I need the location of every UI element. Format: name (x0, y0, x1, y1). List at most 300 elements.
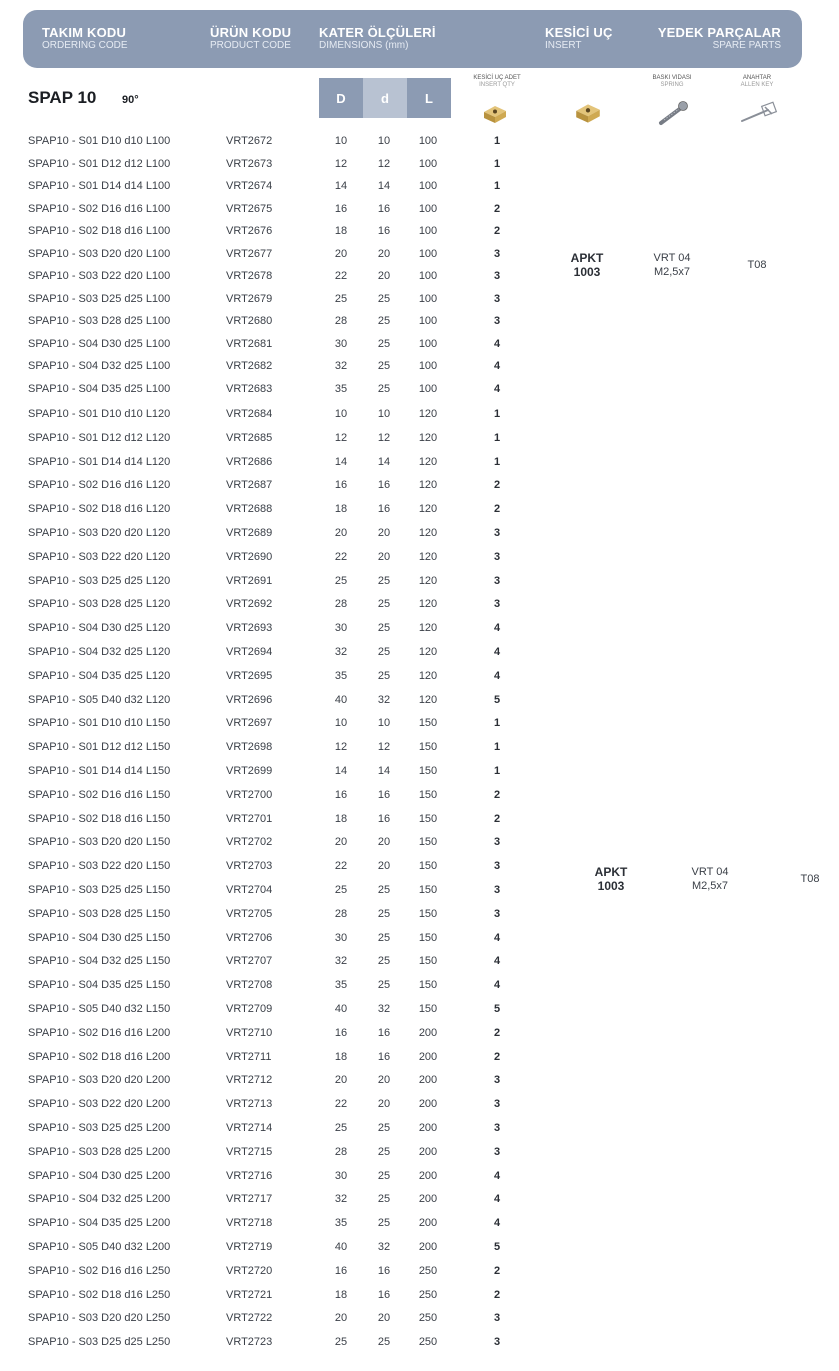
ordering-code-cell: SPAP10 - S03 D20 d20 L250 (28, 1312, 171, 1325)
header-spare-parts: YEDEK PARÇALAR SPARE PARTS (657, 25, 781, 51)
dim-d-cell: 25 (377, 360, 391, 372)
insert-qty-cell: 2 (493, 202, 501, 215)
dim-L-cell: 120 (418, 527, 438, 539)
ordering-code-cell: SPAP10 - S02 D16 d16 L250 (28, 1264, 171, 1277)
product-code-cell: VRT2701 (226, 812, 273, 825)
dim-d-cell: 16 (377, 202, 391, 215)
insert-qty-cell: 4 (493, 360, 501, 372)
dim-d-cell: 16 (377, 1264, 391, 1277)
dim-L-cell: 200 (418, 1074, 438, 1087)
dim-d-cell: 20 (377, 247, 391, 260)
dim-d-cell: 25 (377, 979, 391, 992)
header-insert: KESİCİ UÇ INSERT (545, 25, 613, 51)
product-code-cell: VRT2699 (226, 765, 273, 777)
dim-d-cell: 20 (377, 860, 391, 873)
dim-L-cell: 150 (418, 741, 438, 754)
dim-D-cell: 12 (334, 741, 348, 754)
ordering-code-cell: SPAP10 - S03 D28 d25 L150 (28, 907, 171, 920)
product-code-cell: VRT2708 (226, 979, 273, 992)
dim-L-cell: 150 (418, 884, 438, 896)
dim-D-cell: 18 (334, 1050, 348, 1063)
dim-L-cell: 150 (418, 836, 438, 849)
dim-d-cell: 25 (377, 1193, 391, 1206)
dim-L-cell: 120 (418, 431, 438, 444)
insert-qty-cell: 3 (493, 836, 501, 849)
dim-L-cell: 200 (418, 1169, 438, 1182)
insert-qty-cell: 3 (493, 270, 501, 282)
header-ordering-code: TAKIM KODU ORDERING CODE (42, 25, 128, 51)
insert-qty-cell: 1 (493, 180, 501, 192)
product-code-cell: VRT2700 (226, 788, 273, 801)
product-code-cell: VRT2717 (226, 1193, 273, 1206)
dim-d-cell: 25 (377, 315, 391, 327)
dim-d-cell: 20 (377, 1312, 391, 1325)
insert-qty-cell: 4 (493, 1217, 501, 1230)
dim-D-cell: 35 (334, 1217, 348, 1230)
product-code-cell: VRT2713 (226, 1098, 273, 1111)
ordering-code-cell: SPAP10 - S04 D30 d25 L120 (28, 622, 171, 635)
insert-qty-cell: 1 (493, 431, 501, 444)
dim-L-cell: 150 (418, 812, 438, 825)
insert-qty-cell: 3 (493, 1312, 501, 1325)
product-code-cell: VRT2714 (226, 1122, 273, 1134)
dim-d-cell: 25 (377, 646, 391, 658)
dim-D-cell: 30 (334, 931, 348, 944)
dim-L-cell: 100 (418, 180, 438, 192)
ordering-code-cell: SPAP10 - S03 D22 d20 L100 (28, 270, 171, 282)
product-code-cell: VRT2693 (226, 622, 273, 635)
dim-D-cell: 14 (334, 180, 348, 192)
dim-D-cell: 16 (334, 1264, 348, 1277)
dim-D-cell: 25 (334, 1336, 348, 1349)
ordering-code-cell: SPAP10 - S03 D22 d20 L150 (28, 860, 171, 873)
dim-d-cell: 16 (377, 225, 391, 237)
dim-d-cell: 32 (377, 693, 391, 706)
insert-code-group-1: APKT 1003 (570, 251, 604, 279)
insert-qty-cell: 5 (493, 1241, 501, 1253)
insert-qty-cell: 3 (493, 860, 501, 873)
dim-D-cell: 28 (334, 315, 348, 327)
ordering-code-cell: SPAP10 - S04 D32 d25 L200 (28, 1193, 171, 1206)
dim-D-cell: 30 (334, 337, 348, 350)
series-title: SPAP 10 (28, 88, 97, 107)
dim-d-cell: 25 (377, 574, 391, 587)
product-code-cell: VRT2710 (226, 1026, 273, 1039)
product-code-cell: VRT2715 (226, 1145, 273, 1158)
ordering-code-cell: SPAP10 - S01 D14 d14 L100 (28, 180, 171, 192)
dim-L-cell: 250 (418, 1312, 438, 1325)
ordering-code-cell: SPAP10 - S03 D25 d25 L250 (28, 1336, 171, 1349)
product-code-cell: VRT2673 (226, 157, 273, 170)
dim-L-cell: 100 (418, 360, 438, 372)
dim-L-cell: 100 (418, 247, 438, 260)
dim-D-cell: 20 (334, 1074, 348, 1087)
dim-L-cell: 150 (418, 931, 438, 944)
screw-code-group-1: VRT 04 M2,5x7 (653, 252, 691, 278)
dim-L-cell: 250 (418, 1264, 438, 1277)
dim-D-cell: 25 (334, 292, 348, 305)
dim-d-cell: 25 (377, 292, 391, 305)
dim-L-cell: 200 (418, 1217, 438, 1230)
dim-L-cell: 100 (418, 292, 438, 305)
dim-L-cell: 120 (418, 550, 438, 563)
dim-d-cell: 25 (377, 931, 391, 944)
product-code-cell: VRT2676 (226, 225, 273, 237)
dim-d-cell: 25 (377, 884, 391, 896)
product-code-cell: VRT2675 (226, 202, 273, 215)
product-code-cell: VRT2692 (226, 598, 273, 611)
dim-L-cell: 200 (418, 1241, 438, 1253)
dim-D-cell: 35 (334, 669, 348, 682)
dim-D-cell: 28 (334, 1145, 348, 1158)
ordering-code-cell: SPAP10 - S02 D16 d16 L200 (28, 1026, 171, 1039)
dim-L-cell: 200 (418, 1193, 438, 1206)
table-header-bar (23, 10, 802, 68)
product-code-cell: VRT2704 (226, 884, 273, 896)
dim-D-cell: 22 (334, 860, 348, 873)
dim-d-cell: 16 (377, 503, 391, 516)
dim-L-cell: 150 (418, 765, 438, 777)
dim-L-cell: 100 (418, 202, 438, 215)
product-code-cell: VRT2680 (226, 315, 273, 327)
insert-icon (573, 100, 603, 131)
dim-d-cell: 20 (377, 836, 391, 849)
insert-qty-cell: 3 (493, 550, 501, 563)
dim-d-cell: 25 (377, 598, 391, 611)
ordering-code-cell: SPAP10 - S01 D10 d10 L150 (28, 717, 171, 730)
product-code-cell: VRT2672 (226, 135, 273, 147)
dim-d-cell: 25 (377, 1336, 391, 1349)
dim-L-cell: 150 (418, 717, 438, 730)
dim-d-cell: 16 (377, 1050, 391, 1063)
ordering-code-cell: SPAP10 - S04 D32 d25 L100 (28, 360, 171, 372)
insert-qty-cell: 1 (493, 135, 501, 147)
dim-L-cell: 200 (418, 1122, 438, 1134)
dim-D-cell: 35 (334, 382, 348, 395)
ordering-code-cell: SPAP10 - S01 D14 d14 L150 (28, 765, 171, 777)
ordering-code-cell: SPAP10 - S03 D20 d20 L200 (28, 1074, 171, 1087)
insert-qty-cell: 4 (493, 955, 501, 968)
insert-qty-cell: 2 (493, 788, 501, 801)
ordering-code-cell: SPAP10 - S04 D32 d25 L150 (28, 955, 171, 968)
ordering-code-cell: SPAP10 - S05 D40 d32 L120 (28, 693, 171, 706)
dim-d-cell: 20 (377, 550, 391, 563)
header-product-code: ÜRÜN KODU PRODUCT CODE (210, 25, 292, 51)
dim-D-cell: 10 (334, 135, 348, 147)
ordering-code-cell: SPAP10 - S04 D35 d25 L200 (28, 1217, 171, 1230)
insert-qty-cell: 1 (493, 408, 501, 420)
insert-qty-cell: 1 (493, 157, 501, 170)
dim-L-cell: 200 (418, 1026, 438, 1039)
ordering-code-cell: SPAP10 - S04 D30 d25 L150 (28, 931, 171, 944)
dim-d-cell: 16 (377, 812, 391, 825)
insert-qty-cell: 1 (493, 717, 501, 730)
insert-qty-cell: 2 (493, 812, 501, 825)
dim-D-cell: 25 (334, 574, 348, 587)
insert-qty-cell: 4 (493, 646, 501, 658)
dim-d-cell: 10 (377, 717, 391, 730)
dim-L-cell: 150 (418, 860, 438, 873)
insert-qty-cell: 4 (493, 1169, 501, 1182)
insert-qty-cell: 4 (493, 1193, 501, 1206)
dim-d-cell: 25 (377, 337, 391, 350)
insert-code-group-2: APKT 1003 (594, 865, 628, 893)
ordering-code-cell: SPAP10 - S04 D32 d25 L120 (28, 646, 171, 658)
dim-L-cell: 120 (418, 455, 438, 468)
dim-D-cell: 32 (334, 360, 348, 372)
dim-L-cell: 120 (418, 693, 438, 706)
dim-d-cell: 32 (377, 1241, 391, 1253)
product-code-cell: VRT2689 (226, 527, 273, 539)
ordering-code-cell: SPAP10 - S03 D28 d25 L100 (28, 315, 171, 327)
key-code-group-1: T08 (747, 259, 767, 271)
ordering-code-cell: SPAP10 - S01 D10 d10 L120 (28, 408, 171, 420)
dim-L-cell: 100 (418, 382, 438, 395)
dim-L-cell: 250 (418, 1288, 438, 1301)
ordering-code-cell: SPAP10 - S03 D22 d20 L120 (28, 550, 171, 563)
product-code-cell: VRT2688 (226, 503, 273, 516)
insert-qty-cell: 2 (493, 479, 501, 492)
ordering-code-cell: SPAP10 - S04 D30 d25 L100 (28, 337, 171, 350)
ordering-code-cell: SPAP10 - S03 D25 d25 L150 (28, 884, 171, 896)
ordering-code-cell: SPAP10 - S02 D18 d16 L100 (28, 225, 171, 237)
dim-D-cell: 30 (334, 1169, 348, 1182)
dim-d-cell: 25 (377, 1145, 391, 1158)
product-code-cell: VRT2705 (226, 907, 273, 920)
dim-L-cell: 120 (418, 503, 438, 516)
dim-d-cell: 20 (377, 1098, 391, 1111)
dim-D-cell: 28 (334, 598, 348, 611)
ordering-code-cell: SPAP10 - S05 D40 d32 L200 (28, 1241, 171, 1253)
product-code-cell: VRT2674 (226, 180, 273, 192)
dim-L-cell: 200 (418, 1145, 438, 1158)
ordering-code-cell: SPAP10 - S02 D16 d16 L150 (28, 788, 171, 801)
dim-D-cell: 25 (334, 1122, 348, 1134)
insert-qty-cell: 3 (493, 1145, 501, 1158)
ordering-code-cell: SPAP10 - S03 D22 d20 L200 (28, 1098, 171, 1111)
dim-D-cell: 14 (334, 765, 348, 777)
product-code-cell: VRT2722 (226, 1312, 273, 1325)
ordering-code-cell: SPAP10 - S03 D25 d25 L100 (28, 292, 171, 305)
dim-L-cell: 150 (418, 1003, 438, 1015)
product-code-cell: VRT2678 (226, 270, 273, 282)
ordering-code-cell: SPAP10 - S03 D25 d25 L120 (28, 574, 171, 587)
series-angle: 90° (122, 94, 139, 106)
dim-D-cell: 16 (334, 479, 348, 492)
product-code-cell: VRT2721 (226, 1288, 273, 1301)
dim-D-cell: 22 (334, 550, 348, 563)
insert-qty-cell: 3 (493, 907, 501, 920)
dim-L-cell: 100 (418, 270, 438, 282)
ordering-code-cell: SPAP10 - S02 D18 d16 L200 (28, 1050, 171, 1063)
insert-qty-cell: 3 (493, 292, 501, 305)
insert-qty-cell: 2 (493, 1050, 501, 1063)
dim-d-cell: 25 (377, 1169, 391, 1182)
dim-L-cell: 100 (418, 157, 438, 170)
ordering-code-cell: SPAP10 - S05 D40 d32 L150 (28, 1003, 171, 1015)
ordering-code-cell: SPAP10 - S03 D20 d20 L150 (28, 836, 171, 849)
product-code-cell: VRT2691 (226, 574, 273, 587)
dim-d-cell: 12 (377, 741, 391, 754)
product-code-cell: VRT2712 (226, 1074, 273, 1087)
dim-d-cell: 16 (377, 1288, 391, 1301)
dim-L-cell: 120 (418, 408, 438, 420)
allen-key-icon (738, 100, 778, 133)
dim-L-cell: 200 (418, 1098, 438, 1111)
product-code-cell: VRT2687 (226, 479, 273, 492)
ordering-code-cell: SPAP10 - S02 D18 d16 L150 (28, 812, 171, 825)
product-code-cell: VRT2695 (226, 669, 273, 682)
insert-qty-cell: 3 (493, 1336, 501, 1349)
dim-D-cell: 18 (334, 503, 348, 516)
ordering-code-cell: SPAP10 - S01 D12 d12 L100 (28, 157, 171, 170)
insert-qty-cell: 3 (493, 598, 501, 611)
product-code-cell: VRT2677 (226, 247, 273, 260)
ordering-code-cell: SPAP10 - S02 D18 d16 L120 (28, 503, 171, 516)
product-code-cell: VRT2706 (226, 931, 273, 944)
ordering-code-cell: SPAP10 - S01 D14 d14 L120 (28, 455, 171, 468)
ordering-code-cell: SPAP10 - S01 D12 d12 L150 (28, 741, 171, 754)
insert-qty-cell: 2 (493, 503, 501, 516)
insert-qty-cell: 3 (493, 1122, 501, 1134)
ordering-code-cell: SPAP10 - S04 D30 d25 L200 (28, 1169, 171, 1182)
ordering-code-cell: SPAP10 - S02 D16 d16 L120 (28, 479, 171, 492)
product-code-cell: VRT2690 (226, 550, 273, 563)
dim-L-cell: 120 (418, 479, 438, 492)
insert-qty-cell: 4 (493, 622, 501, 635)
dim-L-cell: 120 (418, 574, 438, 587)
product-code-cell: VRT2709 (226, 1003, 273, 1015)
dim-D-cell: 32 (334, 1193, 348, 1206)
ordering-code-cell: SPAP10 - S01 D10 d10 L100 (28, 135, 171, 147)
insert-qty-cell: 3 (493, 1074, 501, 1087)
insert-qty-cell: 3 (493, 574, 501, 587)
dim-L-cell: 120 (418, 669, 438, 682)
ordering-code-cell: SPAP10 - S04 D35 d25 L150 (28, 979, 171, 992)
dim-D-cell: 18 (334, 1288, 348, 1301)
header-dimensions: KATER ÖLÇÜLERİ DIMENSIONS (mm) (319, 25, 436, 51)
insert-qty-cell: 4 (493, 931, 501, 944)
ordering-code-cell: SPAP10 - S03 D20 d20 L120 (28, 527, 171, 539)
insert-qty-cell: 3 (493, 315, 501, 327)
dim-header-D: D (319, 78, 363, 118)
caption-insert-qty: KESİCİ UÇ ADET INSERT QTY (473, 75, 521, 88)
dim-L-cell: 250 (418, 1336, 438, 1349)
dim-d-cell: 12 (377, 157, 391, 170)
dim-d-cell: 25 (377, 955, 391, 968)
dim-D-cell: 18 (334, 812, 348, 825)
dim-d-cell: 14 (377, 180, 391, 192)
dim-D-cell: 20 (334, 1312, 348, 1325)
insert-icon (481, 102, 509, 131)
dim-D-cell: 22 (334, 1098, 348, 1111)
product-code-cell: VRT2698 (226, 741, 273, 754)
dim-header-d: d (363, 78, 407, 118)
dim-L-cell: 100 (418, 225, 438, 237)
dim-d-cell: 25 (377, 622, 391, 635)
dim-d-cell: 10 (377, 135, 391, 147)
dim-d-cell: 16 (377, 479, 391, 492)
dim-L-cell: 200 (418, 1050, 438, 1063)
dim-D-cell: 30 (334, 622, 348, 635)
dim-D-cell: 32 (334, 955, 348, 968)
dim-d-cell: 14 (377, 455, 391, 468)
dim-D-cell: 25 (334, 884, 348, 896)
insert-qty-cell: 4 (493, 669, 501, 682)
dim-L-cell: 100 (418, 337, 438, 350)
product-code-cell: VRT2683 (226, 382, 273, 395)
product-code-cell: VRT2720 (226, 1264, 273, 1277)
dim-d-cell: 16 (377, 1026, 391, 1039)
dim-D-cell: 16 (334, 1026, 348, 1039)
dim-D-cell: 14 (334, 455, 348, 468)
product-code-cell: VRT2703 (226, 860, 273, 873)
insert-qty-cell: 4 (493, 337, 501, 350)
product-code-cell: VRT2685 (226, 431, 273, 444)
insert-qty-cell: 1 (493, 455, 501, 468)
dim-d-cell: 20 (377, 1074, 391, 1087)
screw-code-group-2: VRT 04 M2,5x7 (691, 866, 729, 892)
product-code-cell: VRT2682 (226, 360, 273, 372)
dim-D-cell: 35 (334, 979, 348, 992)
dim-d-cell: 16 (377, 788, 391, 801)
dim-D-cell: 20 (334, 836, 348, 849)
dim-D-cell: 16 (334, 788, 348, 801)
product-code-cell: VRT2681 (226, 337, 273, 350)
product-code-cell: VRT2716 (226, 1169, 273, 1182)
dim-D-cell: 18 (334, 225, 348, 237)
key-code-group-2: T08 (800, 873, 820, 885)
caption-spring: BASKI VIDASI SPRING (652, 75, 692, 88)
product-code-cell: VRT2718 (226, 1217, 273, 1230)
dim-L-cell: 150 (418, 979, 438, 992)
product-code-cell: VRT2686 (226, 455, 273, 468)
dim-L-cell: 150 (418, 788, 438, 801)
ordering-code-cell: SPAP10 - S03 D28 d25 L120 (28, 598, 171, 611)
insert-qty-cell: 3 (493, 247, 501, 260)
dim-D-cell: 40 (334, 1003, 348, 1015)
ordering-code-cell: SPAP10 - S01 D12 d12 L120 (28, 431, 171, 444)
insert-qty-cell: 3 (493, 1098, 501, 1111)
ordering-code-cell: SPAP10 - S04 D35 d25 L100 (28, 382, 171, 395)
dim-d-cell: 32 (377, 1003, 391, 1015)
product-code-cell: VRT2707 (226, 955, 273, 968)
dim-L-cell: 100 (418, 315, 438, 327)
ordering-code-cell: SPAP10 - S02 D18 d16 L250 (28, 1288, 171, 1301)
insert-qty-cell: 2 (493, 1026, 501, 1039)
dim-L-cell: 120 (418, 598, 438, 611)
product-code-cell: VRT2684 (226, 408, 273, 420)
dim-d-cell: 14 (377, 765, 391, 777)
dim-d-cell: 25 (377, 669, 391, 682)
insert-qty-cell: 1 (493, 741, 501, 754)
product-code-cell: VRT2711 (226, 1050, 272, 1063)
dim-D-cell: 28 (334, 907, 348, 920)
screw-icon (655, 100, 689, 133)
dim-d-cell: 25 (377, 907, 391, 920)
product-code-cell: VRT2723 (226, 1336, 273, 1349)
ordering-code-cell: SPAP10 - S03 D25 d25 L200 (28, 1122, 171, 1134)
dim-D-cell: 40 (334, 693, 348, 706)
dim-d-cell: 20 (377, 527, 391, 539)
dim-L-cell: 150 (418, 955, 438, 968)
dim-D-cell: 10 (334, 717, 348, 730)
insert-qty-cell: 2 (493, 225, 501, 237)
insert-qty-cell: 3 (493, 884, 501, 896)
dim-L-cell: 150 (418, 907, 438, 920)
dim-D-cell: 40 (334, 1241, 348, 1253)
dim-d-cell: 25 (377, 1122, 391, 1134)
